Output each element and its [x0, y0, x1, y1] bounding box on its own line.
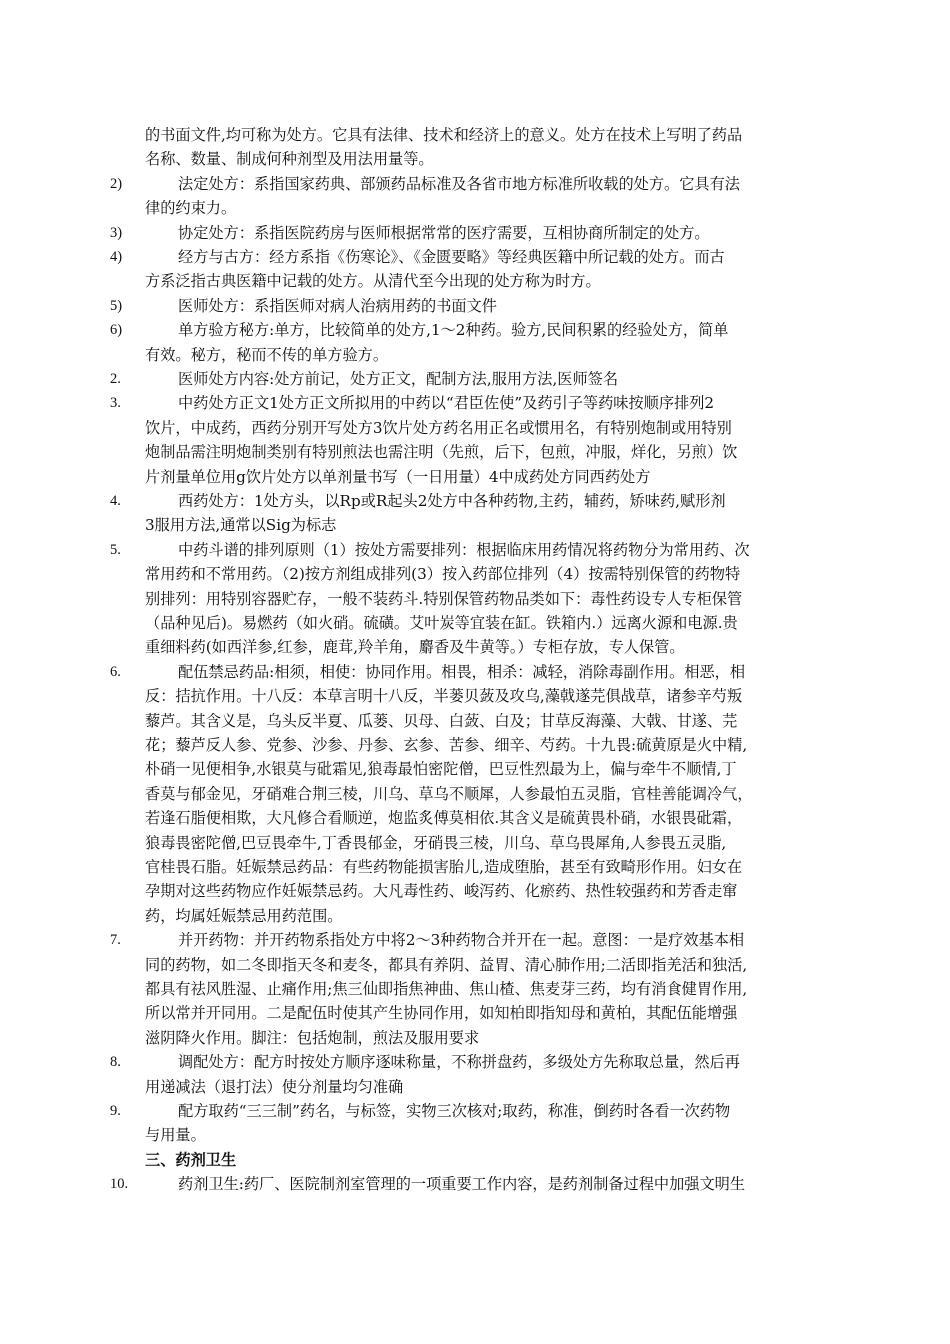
item-number: 3) — [110, 224, 123, 241]
item-number: 6. — [110, 663, 121, 680]
item-number: 3. — [110, 395, 121, 412]
paragraph-line: 法定处方：系指国家药典、部颁药品标准及各省市地方标准所收载的处方。它具有法 — [178, 174, 740, 193]
item-number: 4) — [110, 249, 123, 265]
paragraph-line: 医师处方内容:处方前记，处方正文，配制方法,服用方法,医师签名 — [178, 370, 619, 388]
paragraph-line: 名称、数量、制成何种剂型及用法用量等。 — [145, 150, 434, 169]
paragraph-line: 同的药物，如二冬即指天冬和麦冬，都具有养阴、益胃、清心肺作用;二活即指羌活和独活, — [145, 955, 748, 974]
paragraph-line: 香莫与郁金见，牙硝难合荆三棱，川乌、草乌不顺犀，人参最怕五灵脂，官桂善能调冷气， — [145, 784, 753, 803]
paragraph-line: 若逢石脂便相欺，大凡修合看顺逆，炮监炙傅莫相依.其含义是硫黄畏朴硝，水银畏砒霜， — [145, 809, 743, 828]
item-number: 4. — [110, 493, 121, 509]
paragraph-line: 别排列：用特别容器贮存，一般不装药斗.特别保管药物品类如下：毒性药设专人专柜保管 — [145, 589, 743, 608]
paragraph-line: 反：拮抗作用。十八反：本草言明十八反，半蒌贝蔹及攻乌,藻戟遂芫俱战草，诸参辛芍叛 — [145, 687, 743, 706]
item-number: 5) — [110, 297, 123, 314]
paragraph-line: 所以常并开同用。二是配伍时使其产生协同作用，如知柏即指知母和黄柏，其配伍能增强 — [145, 1004, 738, 1023]
paragraph-line: 狼毒畏密陀僧,巴豆畏牵牛,丁香畏郁金，牙硝畏三棱，川乌、草乌畏犀角,人参畏五灵脂, — [145, 833, 727, 852]
item-number: 10. — [110, 1176, 129, 1193]
paragraph-line: 常用药和不常用药。（2)按方剂组成排列(3）按入药部位排列（4）按需特别保管的药物特 — [145, 565, 741, 584]
item-number: 2) — [110, 175, 123, 192]
paragraph-line: 配伍禁忌药品:相须，相使：协同作用。相畏，相杀：减轻，消除毒副作用。相恶，相 — [178, 662, 746, 681]
paragraph-line: 藜芦。其含义是，乌头反半夏、瓜蒌、贝母、白蔹、白及；甘草反海藻、大戟、甘遂、芫 — [145, 711, 738, 730]
paragraph-line: 医师处方：系指医师对病人治病用药的书面文件 — [178, 296, 497, 315]
paragraph-line: 官桂畏石脂。妊娠禁忌药品：有些药物能损害胎儿,造成堕胎，甚至有致畸形作用。妇女在 — [145, 858, 743, 876]
paragraph-line: 饮片，中成药，西药分别开写处方3饮片处方药名用正名或惯用名，有特别炮制或用特别 — [145, 418, 732, 437]
paragraph-line: 3服用方法,通常以Sig为标志 — [145, 516, 337, 535]
paragraph-line: 片剂量单位用g饮片处方以单剂量书写（一日用量）4中成药处方同西药处方 — [145, 467, 651, 486]
paragraph-line: 都具有祛风胜湿、止痛作用;焦三仙即指焦神曲、焦山楂、焦麦芽三药，均有消食健胃作用, — [145, 980, 748, 998]
paragraph-line: 西药处方：1处方头，以Rp或R起头2处方中各种药物,主药，辅药，矫味药,赋形剂 — [178, 492, 726, 510]
paragraph-line: 滋阴降火作用。脚注：包括炮制，煎法及服用要求 — [145, 1028, 480, 1047]
paragraph-line: 协定处方：系指医院药房与医师根据常常的医疗需要，互相协商所制定的处方。 — [178, 223, 710, 242]
paragraph-line: 方系泛指古典医籍中记载的处方。从清代至今出现的处方称为时方。 — [145, 272, 601, 291]
paragraph-line: 经方与古方：经方系指《伤寒论》、《金匮要略》等经典医籍中所记载的处方。而古 — [178, 248, 725, 266]
item-number: 8. — [110, 1054, 121, 1071]
paragraph-line: 有效。秘方，秘而不传的单方验方。 — [145, 345, 388, 364]
paragraph-line: 药，均属妊娠禁忌用药范围。 — [145, 906, 343, 925]
paragraph-line: 花；藜芦反人参、党参、沙参、丹参、玄参、苦参、细辛、芍药。十九畏:硫黄原是火中精, — [145, 736, 748, 754]
paragraph-line: 律的约束力。 — [145, 199, 237, 218]
paragraph-line: 朴硝一见便相争,水银莫与砒霜见,狼毒最怕密陀僧，巴豆性烈最为上，偏与牵牛不顺情,丁 — [145, 760, 737, 779]
paragraph-line: 的书面文件,均可称为处方。它具有法律、技术和经济上的意义。处方在技术上写明了药品 — [145, 126, 743, 144]
paragraph-line: 配方取药“三三制”药名，与标签，实物三次核对;取药，称准，倒药时各看一次药物 — [178, 1102, 731, 1120]
item-number: 5. — [110, 541, 121, 558]
paragraph-line: 单方验方秘方:单方，比较简单的处方,1～2种药。验方,民间积累的经验处方，简单 — [178, 321, 729, 340]
paragraph-line: 中药斗谱的排列原则（1）按处方需要排列：根据临床用药情况将药物分为常用药、次 — [178, 540, 750, 559]
item-number: 9. — [110, 1103, 121, 1119]
paragraph-line: 药剂卫生:药厂、医院制剂室管理的一项重要工作内容，是药剂制备过程中加强文明生 — [178, 1175, 746, 1194]
section-heading: 三、药剂卫生 — [145, 1150, 237, 1169]
paragraph-line: （品种见后)。易燃药（如火硝。硫磺。艾叶炭等宜装在缸。铁箱内.）远离火源和电源.贵 — [145, 614, 738, 632]
paragraph-line: 孕期对这些药物应作妊娠禁忌药。大凡毒性药、峻泻药、化瘀药、热性较强药和芳香走窜 — [145, 882, 738, 901]
paragraph-line: 并开药物：并开药物系指处方中将2～3种药物合并开在一起。意图：一是疗效基本相 — [178, 931, 745, 950]
paragraph-line: 重细料药(如西洋参,红参，鹿茸,羚羊角，麝香及牛黄等。）专柜存放，专人保管。 — [145, 638, 685, 657]
paragraph-line: 炮制品需注明炮制类别有特别煎法也需注明（先煎，后下，包煎，冲服，烊化，另煎）饮 — [145, 443, 738, 462]
item-number: 2. — [110, 371, 121, 387]
item-number: 6) — [110, 322, 123, 339]
paragraph-line: 用递减法（退打法）使分剂量均匀准确 — [145, 1077, 404, 1096]
paragraph-line: 调配处方：配方时按处方顺序逐味称量，不称拼盘药，多级处方先称取总量，然后再 — [178, 1053, 740, 1072]
item-number: 7. — [110, 932, 121, 949]
paragraph-line: 与用量。 — [145, 1126, 206, 1145]
paragraph-line: 中药处方正文1处方正文所拟用的中药以“君臣佐使”及药引子等药味按顺序排列2 — [178, 394, 715, 413]
